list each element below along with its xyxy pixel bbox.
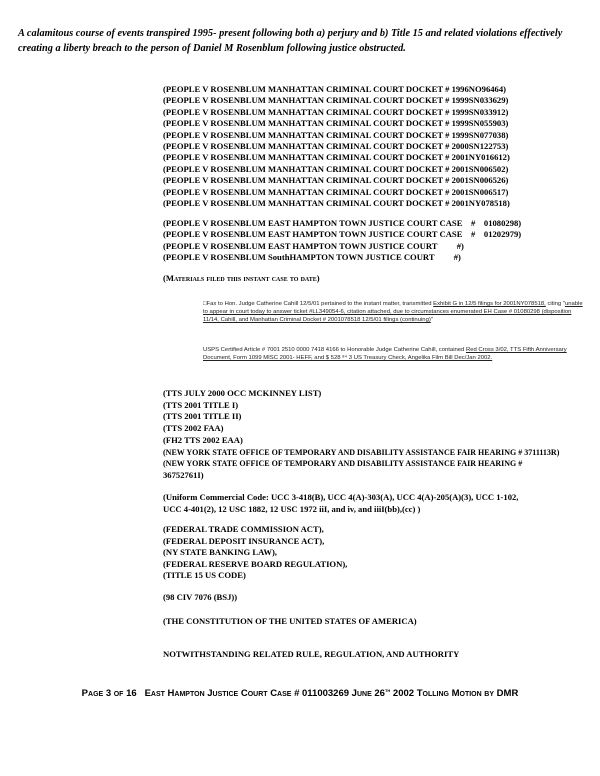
docket-line: (PEOPLE V ROSENBLUM MANHATTAN CRIMINAL COURT DOCKET # 1999SN033629) bbox=[163, 95, 509, 106]
east-hampton-case-list bbox=[163, 218, 521, 264]
statute-line: (NY STATE BANKING LAW), bbox=[163, 547, 277, 558]
ucc-line: UCC 4-401(2), 12 USC 1882, 12 USC 1972 iiI, and iv, and iiiI(bb),(cc) ) bbox=[163, 503, 421, 514]
docket-line: (PEOPLE V ROSENBLUM MANHATTAN CRIMINAL COURT DOCKET # 2001SN006502) bbox=[163, 163, 509, 174]
case-line: (PEOPLE V ROSENBLUM EAST HAMPTON TOWN JUSTICE COURT CASE # 01080298) bbox=[163, 218, 522, 228]
footer-ordinal: th bbox=[384, 688, 391, 694]
page-footer bbox=[0, 688, 600, 699]
docket-line: (PEOPLE V ROSENBLUM MANHATTAN CRIMINAL COURT DOCKET # 1999SN077038) bbox=[163, 129, 509, 140]
tts-line: (TTS 2002 FAA) bbox=[163, 423, 224, 434]
docket-line: (PEOPLE V ROSENBLUM MANHATTAN CRIMINAL COURT DOCKET # 1996NO96464) bbox=[163, 84, 506, 94]
docket-line: (PEOPLE V ROSENBLUM MANHATTAN CRIMINAL COURT DOCKET # 2001SN006517) bbox=[163, 186, 509, 197]
footer-text-end: 2002 Tolling Motion by DMR bbox=[390, 688, 519, 700]
docket-line: (PEOPLE V ROSENBLUM MANHATTAN CRIMINAL COURT DOCKET # 2001NY078518) bbox=[163, 198, 510, 209]
tts-line: (TTS 2001 TITLE II) bbox=[163, 411, 242, 422]
tts-list bbox=[163, 388, 559, 482]
case-line: (PEOPLE V ROSENBLUM SouthHAMPTON TOWN JUSTICE COURT #) bbox=[163, 252, 461, 263]
fair-hearing-number: 36752761I) bbox=[163, 469, 204, 480]
intro-paragraph: A calamitous course of events transpired 1995- present following both a) perjury and b) Title 15 and related violations effectively creating a liberty breach to the person of Daniel M Rosenblum following justice obstructed. bbox=[18, 28, 563, 54]
statute-line: (FEDERAL DEPOSIT INSURANCE ACT), bbox=[163, 535, 325, 546]
statute-line: (FEDERAL TRADE COMMISSION ACT), bbox=[163, 524, 324, 534]
constitution-line: (THE CONSTITUTION OF THE UNITED STATES OF AMERICA) bbox=[163, 616, 417, 626]
case-line: (PEOPLE V ROSENBLUM EAST HAMPTON TOWN JUSTICE COURT CASE # 01202979) bbox=[163, 229, 522, 240]
fax-note-end: " bbox=[430, 317, 433, 324]
tts-line: (FH2 TTS 2002 EAA) bbox=[163, 434, 243, 445]
ucc-line: (Uniform Commercial Code: UCC 3-418(B), UCC 4(A)-303(A), UCC 4(A)-205(A)(3), UCC 1-102, bbox=[163, 492, 519, 502]
docket-line: (PEOPLE V ROSENBLUM MANHATTAN CRIMINAL COURT DOCKET # 2001SN006526) bbox=[163, 175, 509, 186]
tts-line: (TTS 2001 TITLE I) bbox=[163, 399, 239, 410]
usps-note-prefix: USPS Certified Article # 7001 2510 0000 7418 4166 to Honorable Judge Catherine Cahill, contained bbox=[203, 347, 466, 353]
federal-statutes-list bbox=[163, 524, 347, 582]
fax-note-exhibit: Exhibit G in 12/5 filings for 2001NY078518, bbox=[433, 301, 546, 307]
usps-note-rest: Red Cross 3/02, TTS Fifth Anniversary Document, Form 1099 MISC 2001- HEFF, and $ 528 ⁸⁴ 3 US Treasury Check, Angelika Film Bill Dec/Jan 2002. bbox=[203, 347, 567, 362]
fair-hearing-line: (NEW YORK STATE OFFICE OF TEMPORARY AND DISABILITY ASSISTANCE FAIR HEARING # 3711113R) bbox=[163, 447, 560, 457]
manhattan-docket-list bbox=[163, 84, 510, 209]
statute-line: (TITLE 15 US CODE) bbox=[163, 570, 246, 581]
fax-note-citing: citing " bbox=[545, 301, 565, 307]
fax-note-prefix: □Fax to Hon. Judge Catherine Cahill 12/5/01 pertained to the instant matter, transmitted bbox=[203, 301, 434, 307]
ucc-citations bbox=[163, 492, 518, 515]
footer-text: Page 3 of 16 East Hampton Justice Court Case # 011003269 June 26 bbox=[81, 688, 385, 700]
usps-note bbox=[203, 346, 583, 362]
case-line: (PEOPLE V ROSENBLUM EAST HAMPTON TOWN JUSTICE COURT #) bbox=[163, 240, 464, 251]
statute-line: (FEDERAL RESERVE BOARD REGULATION), bbox=[163, 558, 348, 569]
docket-line: (PEOPLE V ROSENBLUM MANHATTAN CRIMINAL COURT DOCKET # 2001NY016612) bbox=[163, 152, 510, 163]
docket-line: (PEOPLE V ROSENBLUM MANHATTAN CRIMINAL COURT DOCKET # 1999SN033912) bbox=[163, 106, 509, 117]
fax-note bbox=[203, 300, 583, 324]
tts-line: (TTS JULY 2000 OCC MCKINNEY LIST) bbox=[163, 388, 322, 398]
civ-case: (98 CIV 7076 (BSJ)) bbox=[163, 592, 238, 602]
fair-hearing-line: (NEW YORK STATE OFFICE OF TEMPORARY AND DISABILITY ASSISTANCE FAIR HEARING # bbox=[163, 459, 523, 469]
notwithstanding-line: NOTWITHSTANDING RELATED RULE, REGULATION, AND AUTHORITY bbox=[163, 649, 460, 659]
docket-line: (PEOPLE V ROSENBLUM MANHATTAN CRIMINAL COURT DOCKET # 2000SN122753) bbox=[163, 141, 509, 152]
materials-note: (Materials filed this instant case to date) bbox=[163, 273, 320, 283]
fax-note-quote: unable to appear in court today to answer ticket #LL349054-6, citation attached, due to circumstances enumerated EH Case # 01080298 (disposition 11/14, Cahill, and Manhattan Criminal Docket # 2001078518 12/5/01 filings (continuing) bbox=[203, 301, 583, 324]
docket-line: (PEOPLE V ROSENBLUM MANHATTAN CRIMINAL COURT DOCKET # 1999SN055903) bbox=[163, 118, 509, 129]
